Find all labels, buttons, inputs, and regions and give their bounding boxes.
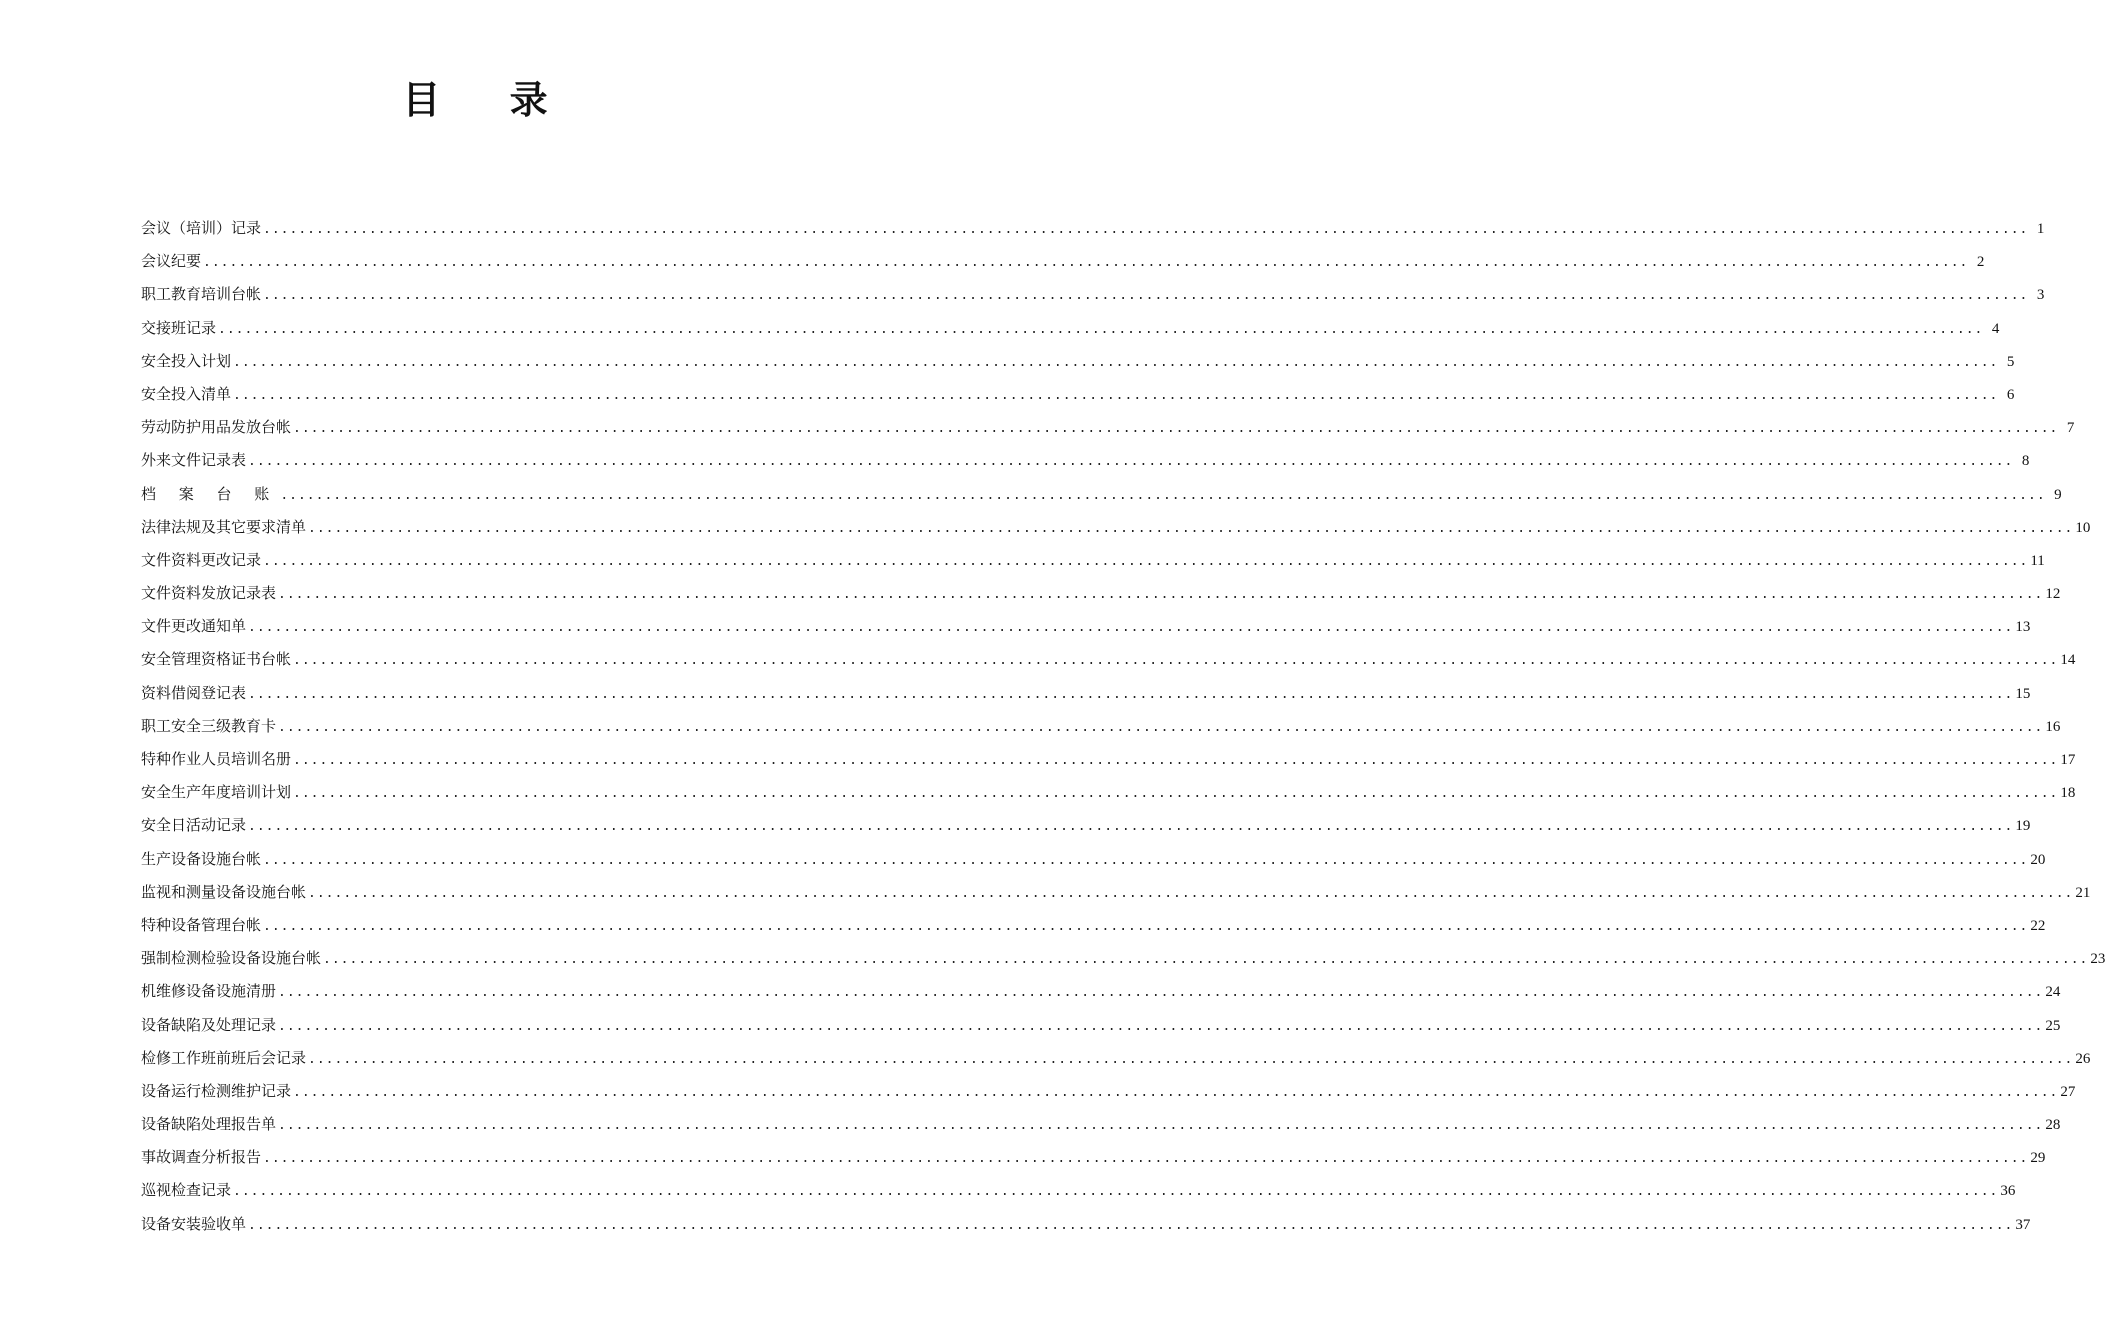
toc-leader-dots: ........................................................................................................................................................................................................: [308, 1051, 2074, 1067]
toc-entry[interactable]: [141, 278, 2045, 311]
toc-leader-dots: ........................................................................................................................................................................................................: [263, 918, 2029, 934]
toc-entry[interactable]: [141, 378, 2015, 411]
toc-entry-label: 安全管理资格证书台帐: [141, 650, 292, 669]
toc-entry-label: 特种作业人员培训名册: [141, 750, 292, 768]
toc-entry[interactable]: [141, 643, 2076, 676]
toc-entry-page-number: 9: [2054, 486, 2062, 503]
toc-leader-dots: ........................................................................................................................................................................................................: [278, 1118, 2044, 1134]
toc-leader-dots: ........................................................................................................................................................................................................: [233, 354, 1999, 370]
toc-entry[interactable]: [141, 312, 2000, 345]
toc-entry-label: 特种设备管理台帐: [141, 915, 262, 934]
toc-entry-page-number: 27: [2060, 1083, 2076, 1100]
toc-leader-dots: ........................................................................................................................................................................................................: [248, 1217, 2014, 1233]
toc-entry[interactable]: [141, 809, 2031, 842]
toc-entry-page-number: 7: [2066, 420, 2075, 437]
toc-leader-dots: ........................................................................................................................................................................................................: [263, 288, 2029, 304]
toc-entry-label: 职工教育培训台帐: [141, 285, 262, 304]
toc-entry-page-number: 22: [2030, 917, 2046, 934]
toc-entry-label: 职工安全三级教育卡: [141, 716, 277, 735]
toc-entry-label: 外来文件记录表: [141, 451, 247, 470]
toc-leader-dots: ........................................................................................................................................................................................................: [308, 520, 2074, 536]
toc-leader-dots: ........................................................................................................................................................................................................: [278, 985, 2044, 1001]
toc-entry-label: 安全日活动记录: [141, 816, 247, 835]
toc-entry[interactable]: [141, 942, 2105, 975]
toc-entry[interactable]: [141, 710, 2061, 743]
toc-entry[interactable]: [141, 511, 2091, 544]
toc-entry-label: 文件资料更改记录: [141, 550, 262, 569]
toc-entry[interactable]: [141, 1042, 2091, 1075]
toc-entry[interactable]: [141, 345, 2015, 378]
toc-entry-label: 强制检测检验设备设施台帐: [141, 949, 322, 968]
toc-leader-dots: ........................................................................................................................................................................................................: [323, 952, 2089, 968]
toc-entry-label: 交接班记录: [141, 318, 217, 337]
toc-entry[interactable]: [141, 1174, 2016, 1207]
toc-entry-label: 设备运行检测维护记录: [141, 1081, 292, 1100]
toc-leader-dots: ........................................................................................................................................................................................................: [263, 1151, 2029, 1167]
toc-entry[interactable]: [141, 776, 2076, 809]
toc-entry-label: 设备缺陷处理报告单: [141, 1115, 277, 1134]
toc-entry[interactable]: [141, 1141, 2046, 1174]
toc-entry-page-number: 3: [2036, 287, 2045, 304]
toc-entry-label: 巡视检查记录: [141, 1181, 232, 1200]
toc-entry-label: 安全投入计划: [141, 351, 232, 370]
toc-entry-label: 检修工作班前班后会记录: [141, 1048, 307, 1067]
toc-entry-page-number: 8: [2021, 453, 2030, 470]
toc-entry[interactable]: [141, 411, 2075, 444]
toc-entry[interactable]: [141, 544, 2045, 577]
toc-leader-dots: ........................................................................................................................................................................................................: [248, 620, 2014, 636]
toc-entry-page-number: 23: [2090, 951, 2105, 968]
toc-leader-dots: ........................................................................................................................................................................................................: [248, 686, 2014, 702]
toc-entry-label: 会议（培训）记录: [141, 219, 262, 237]
toc-entry-page-number: 10: [2075, 519, 2091, 536]
toc-entry-label: 事故调查分析报告: [141, 1148, 262, 1167]
toc-entry[interactable]: [141, 909, 2046, 942]
toc-entry-label: 机维修设备设施清册: [141, 982, 277, 1001]
toc-leader-dots: ........................................................................................................................................................................................................: [263, 852, 2029, 868]
toc-entry-page-number: 24: [2045, 984, 2061, 1001]
toc-leader-dots: ........................................................................................................................................................................................................: [293, 786, 2059, 802]
toc-entry[interactable]: [141, 444, 2030, 477]
toc-entry-label: 生产设备设施台帐: [141, 849, 262, 868]
toc-leader-dots: ........................................................................................................................................................................................................: [278, 1018, 2044, 1034]
toc-entry-page-number: 17: [2060, 752, 2076, 768]
toc-entry-page-number: 29: [2030, 1150, 2046, 1167]
toc-entry-page-number: 26: [2075, 1050, 2091, 1067]
toc-entry[interactable]: [141, 478, 2062, 511]
toc-leader-dots: ........................................................................................................................................................................................................: [248, 819, 2014, 835]
toc-entry[interactable]: [141, 876, 2091, 909]
toc-entry-page-number: 21: [2075, 884, 2091, 901]
toc-entry[interactable]: [141, 1075, 2076, 1108]
toc-entry-label: 安全投入清单: [141, 384, 232, 403]
toc-leader-dots: ........................................................................................................................................................................................................: [293, 653, 2059, 669]
toc-entry-page-number: 13: [2015, 619, 2031, 636]
toc-entry-label: 设备缺陷及处理记录: [141, 1015, 277, 1034]
toc-entry-page-number: 36: [2000, 1183, 2016, 1200]
toc-entry-page-number: 12: [2045, 586, 2061, 603]
table-of-contents: [141, 212, 2105, 1241]
toc-entry-page-number: 37: [2015, 1216, 2031, 1233]
toc-entry-page-number: 15: [2015, 685, 2031, 702]
toc-leader-dots: ........................................................................................................................................................................................................: [278, 719, 2044, 735]
toc-entry-page-number: 14: [2060, 652, 2076, 669]
toc-entry-label: 安全生产年度培训计划: [141, 783, 292, 802]
toc-entry-page-number: 20: [2030, 851, 2046, 868]
toc-entry-label: 设备安装验收单: [141, 1214, 247, 1233]
toc-entry-page-number: 6: [2006, 386, 2015, 403]
toc-leader-dots: ........................................................................................................................................................................................................: [278, 587, 2044, 603]
toc-entry-page-number: 16: [2045, 718, 2061, 735]
toc-entry-page-number: 2: [1976, 254, 1985, 271]
toc-entry-label: 会议纪要: [141, 252, 202, 271]
toc-entry-label: 监视和测量设备设施台帐: [141, 882, 307, 901]
toc-leader-dots: ........................................................................................................................................................................................................: [203, 255, 1969, 271]
toc-leader-dots: ........................................................................................................................................................................................................: [280, 487, 2046, 503]
toc-entry[interactable]: [141, 843, 2046, 876]
toc-leader-dots: ........................................................................................................................................................................................................: [293, 421, 2059, 437]
toc-entry[interactable]: [141, 577, 2061, 610]
toc-entry-label: 文件资料发放记录表: [141, 584, 277, 603]
toc-leader-dots: ........................................................................................................................................................................................................: [293, 1084, 2059, 1100]
toc-entry-label: 档 案 台 账: [141, 484, 279, 503]
toc-leader-dots: ........................................................................................................................................................................................................: [233, 1184, 1999, 1200]
toc-entry-page-number: 1: [2036, 221, 2045, 237]
toc-entry[interactable]: [141, 1108, 2061, 1141]
toc-leader-dots: ........................................................................................................................................................................................................: [233, 387, 1999, 403]
toc-entry-page-number: 18: [2060, 785, 2076, 802]
toc-entry-page-number: 25: [2045, 1017, 2061, 1034]
toc-entry[interactable]: [141, 245, 1985, 278]
toc-entry[interactable]: [141, 212, 2045, 245]
toc-entry[interactable]: [141, 743, 2076, 776]
toc-entry-label: 法律法规及其它要求清单: [141, 517, 307, 536]
toc-entry-page-number: 4: [1991, 320, 2000, 337]
toc-leader-dots: ........................................................................................................................................................................................................: [263, 222, 2029, 237]
toc-entry-label: 文件更改通知单: [141, 617, 247, 636]
toc-entry[interactable]: [141, 1009, 2061, 1042]
toc-entry-label: 资料借阅登记表: [141, 683, 247, 702]
toc-leader-dots: ........................................................................................................................................................................................................: [263, 553, 2029, 569]
toc-entry-page-number: 5: [2006, 353, 2015, 370]
toc-leader-dots: ........................................................................................................................................................................................................: [308, 885, 2074, 901]
page-title: 目 录: [402, 78, 576, 122]
toc-entry-page-number: 11: [2030, 552, 2045, 569]
toc-entry-page-number: 19: [2015, 818, 2031, 835]
toc-entry[interactable]: [141, 677, 2031, 710]
toc-leader-dots: ........................................................................................................................................................................................................: [248, 454, 2014, 470]
toc-leader-dots: ........................................................................................................................................................................................................: [293, 753, 2059, 768]
toc-leader-dots: ........................................................................................................................................................................................................: [218, 321, 1984, 337]
toc-entry[interactable]: [141, 1208, 2031, 1241]
toc-entry[interactable]: [141, 610, 2031, 643]
toc-entry[interactable]: [141, 975, 2061, 1008]
toc-entry-label: 劳动防护用品发放台帐: [141, 418, 292, 437]
toc-entry-page-number: 28: [2045, 1117, 2061, 1134]
